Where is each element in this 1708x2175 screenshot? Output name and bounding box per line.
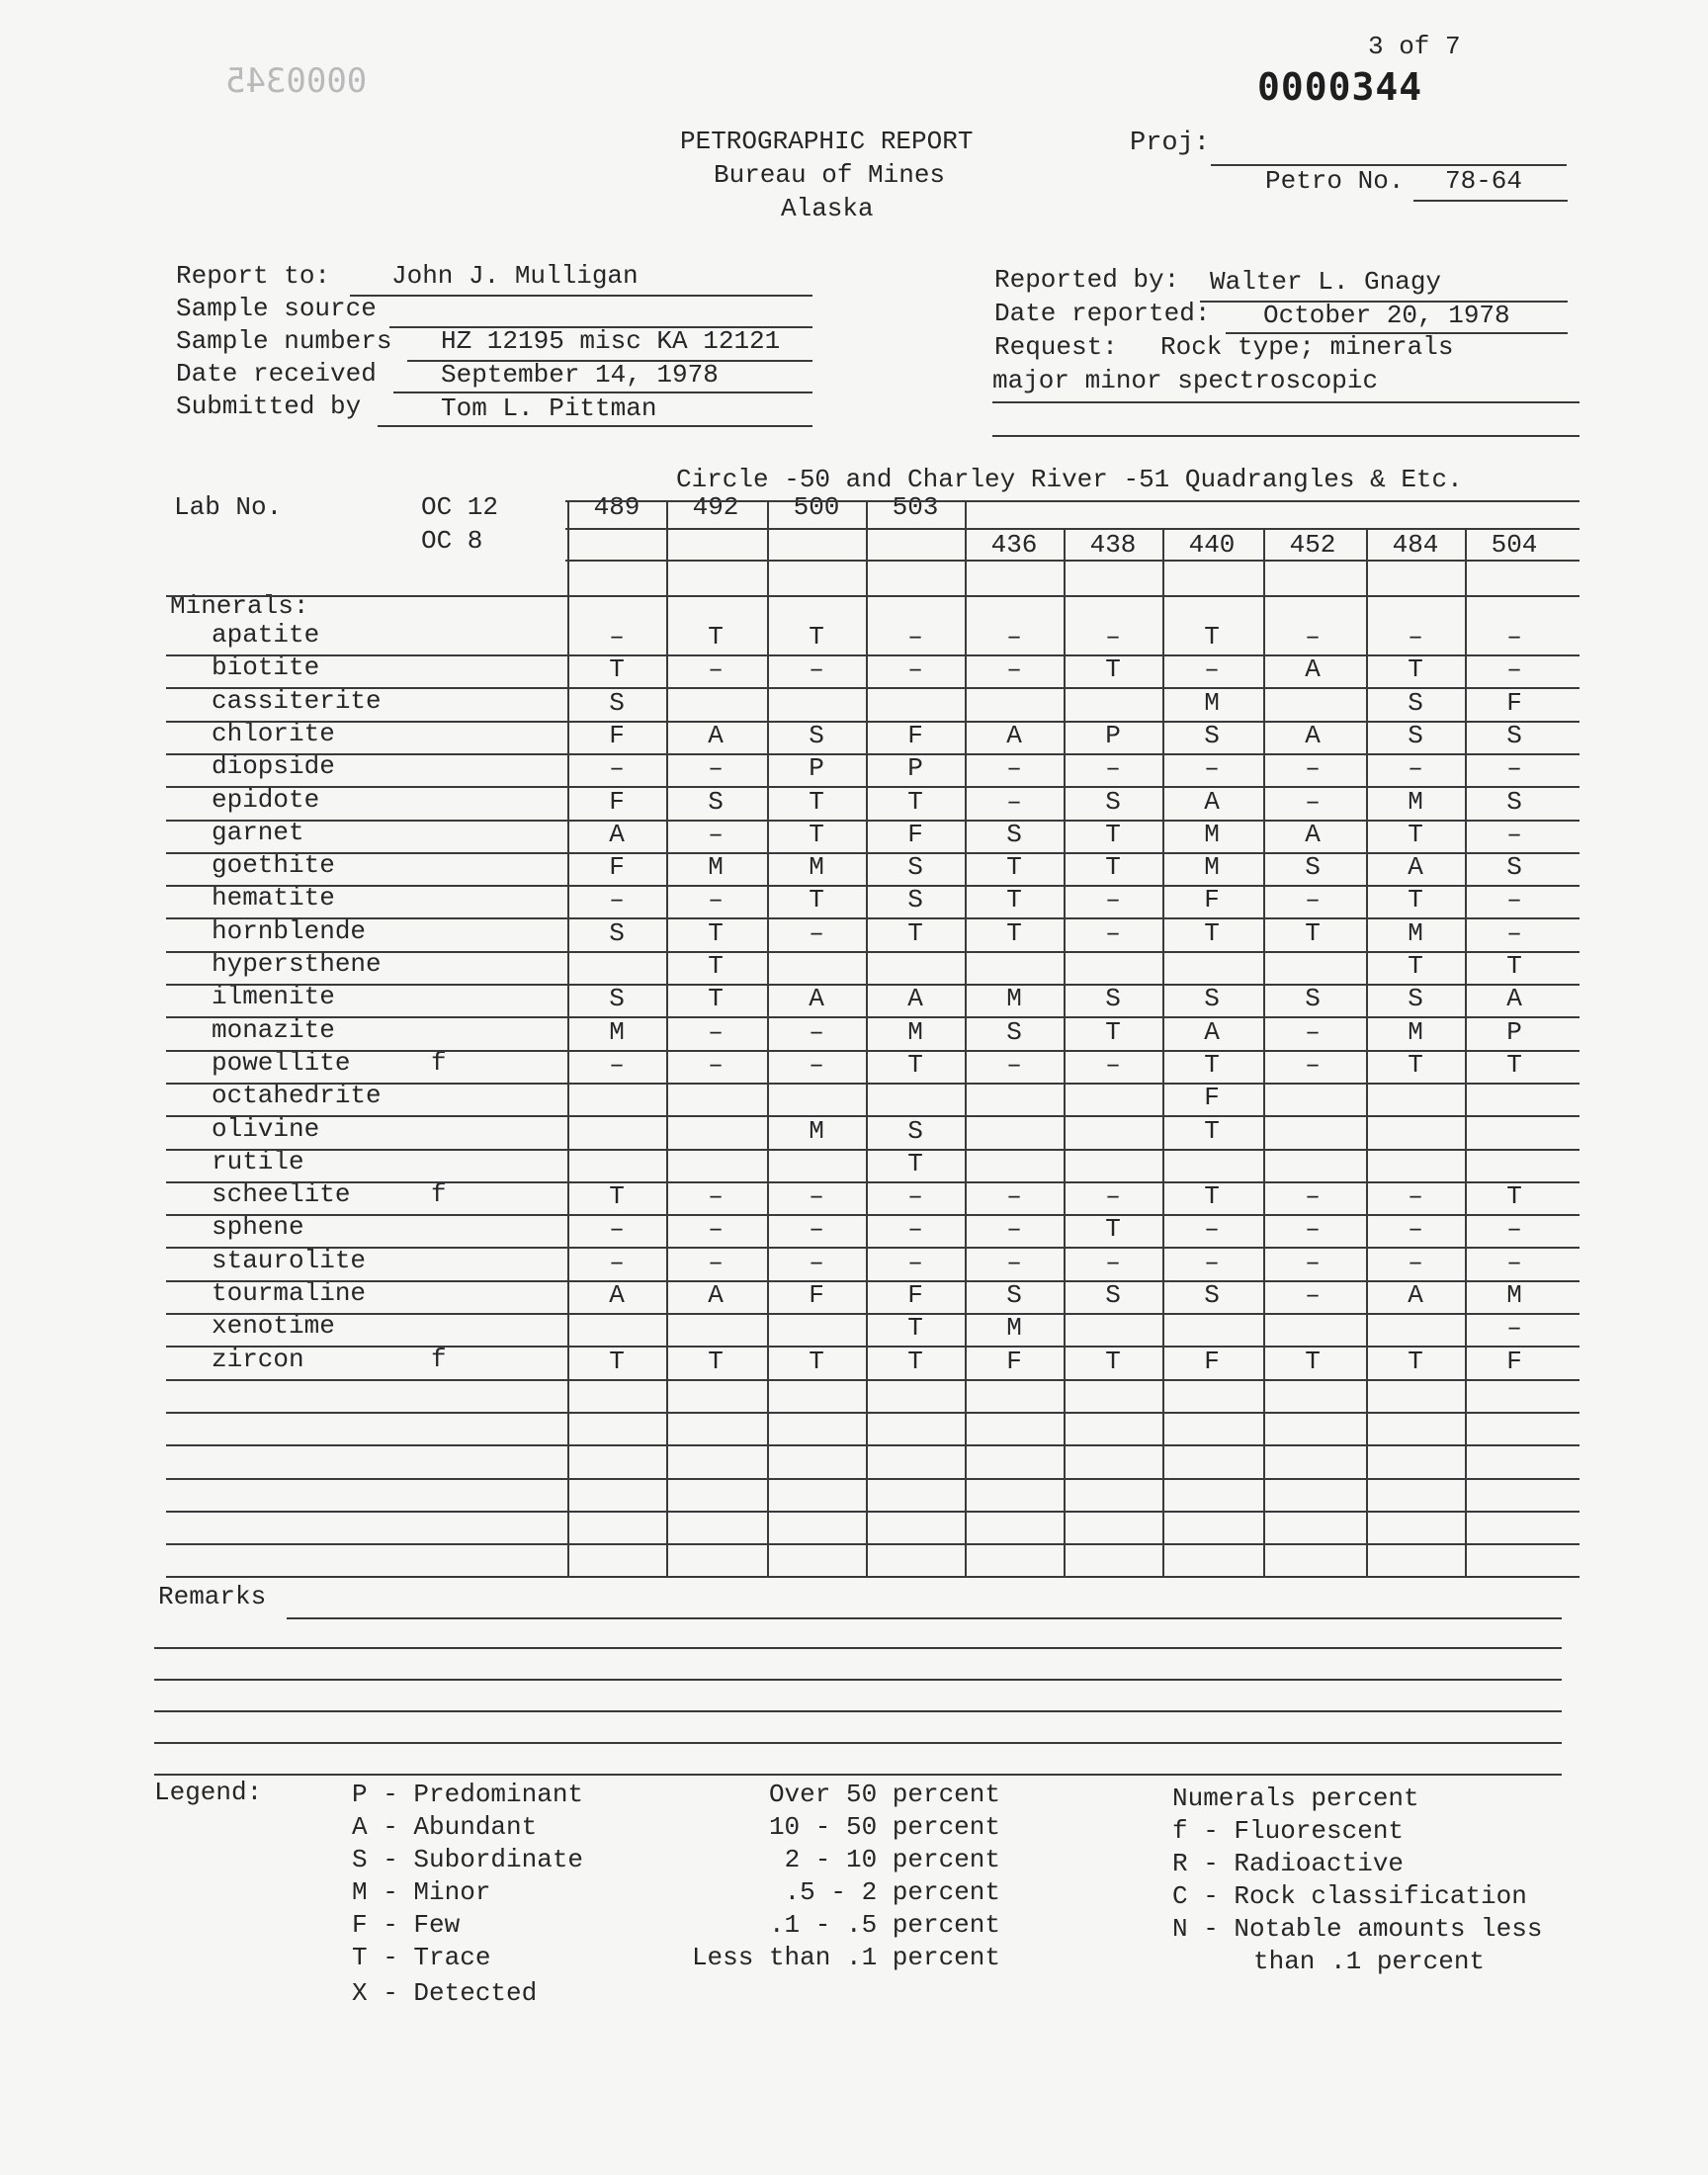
legend-label: Legend: [154, 1778, 263, 1807]
mineral-value: F [1204, 1346, 1220, 1376]
legend-note: C - Rock classification [1172, 1881, 1527, 1911]
mineral-value: T [1506, 951, 1522, 981]
mineral-value: – [609, 622, 625, 652]
lab-number-oc12: 503 [892, 492, 939, 522]
legend-code: T - Trace [352, 1943, 491, 1972]
mineral-value: S [708, 786, 724, 817]
mineral-value: M [809, 852, 824, 883]
mineral-value: S [907, 852, 923, 883]
mineral-value: T [609, 1181, 625, 1212]
mineral-value: – [1506, 753, 1522, 784]
remarks-line-2 [154, 1647, 1562, 1649]
mineral-value: – [809, 1214, 824, 1245]
table-header-line [565, 560, 1580, 562]
legend-range: Over 50 percent [768, 1780, 1000, 1809]
remarks-line-3 [154, 1679, 1562, 1681]
mineral-value: – [1408, 622, 1423, 652]
mineral-value: – [1408, 1181, 1423, 1212]
mineral-value: – [1006, 1181, 1022, 1212]
mineral-value: T [1204, 1049, 1220, 1080]
mineral-value: T [1408, 885, 1423, 915]
table-column-line [1162, 528, 1164, 1576]
mineral-value: T [907, 917, 923, 948]
reported-by-value: Walter L. Gnagy [1210, 267, 1442, 297]
mineral-value: A [1204, 786, 1220, 817]
series-oc12-label: OC 12 [421, 492, 499, 522]
state-name: Alaska [781, 194, 874, 223]
table-column-line [965, 500, 967, 1576]
mineral-value: – [1305, 1214, 1321, 1245]
mineral-value: S [1204, 720, 1220, 750]
mineral-value: S [809, 720, 824, 750]
mineral-value: S [1204, 1280, 1220, 1310]
mineral-name: garnet [212, 817, 304, 847]
mineral-value: – [1305, 1280, 1321, 1310]
mineral-value: T [1105, 852, 1121, 883]
sample-numbers-label: Sample numbers [176, 326, 392, 356]
fluorescent-flag: f [431, 1179, 447, 1210]
mineral-value: S [1408, 720, 1423, 750]
mineral-name: monazite [212, 1014, 335, 1045]
mineral-value: – [1006, 622, 1022, 652]
mineral-value: – [609, 753, 625, 784]
submitted-by-underline [378, 425, 812, 427]
mineral-name: epidote [212, 784, 320, 815]
date-received-value: September 14, 1978 [441, 360, 719, 390]
mineral-value: – [1006, 1049, 1022, 1080]
legend-code: A - Abundant [352, 1812, 538, 1842]
mineral-value: T [1204, 1181, 1220, 1212]
mineral-value: T [907, 786, 923, 817]
table-column-line [567, 500, 569, 1576]
mineral-value: A [1305, 720, 1321, 750]
mineral-value: – [1506, 917, 1522, 948]
mineral-value: M [609, 1016, 625, 1047]
legend-note: than .1 percent [1253, 1947, 1486, 1976]
request-underline-1 [992, 401, 1580, 403]
mineral-value: S [1305, 852, 1321, 883]
mineral-value: – [1506, 654, 1522, 685]
submitted-by-label: Submitted by [176, 392, 362, 421]
mineral-value: P [809, 753, 824, 784]
fluorescent-flag: f [431, 1047, 447, 1078]
date-reported-label: Date reported: [994, 299, 1211, 328]
mineral-value: – [907, 622, 923, 652]
legend-note: N - Notable amounts less [1172, 1914, 1543, 1944]
mineral-value: – [809, 1016, 824, 1047]
mineral-value: – [907, 1214, 923, 1245]
mineral-value: S [609, 687, 625, 718]
mineral-value: – [1105, 885, 1121, 915]
mineral-value: – [1006, 654, 1022, 685]
mineral-value: T [809, 819, 824, 849]
mineral-value: M [1204, 819, 1220, 849]
mineral-value: T [609, 654, 625, 685]
mineral-value: M [809, 1115, 824, 1146]
table-column-line [1366, 528, 1368, 1576]
mineral-value: P [1506, 1016, 1522, 1047]
remarks-line-1 [287, 1617, 1562, 1619]
mineral-name: hematite [212, 883, 335, 914]
mineral-value: – [1105, 1247, 1121, 1277]
sample-numbers-value: HZ 12195 misc KA 12121 [441, 326, 781, 356]
document-number: 0000344 [1257, 65, 1423, 109]
mineral-value: F [1204, 1083, 1220, 1113]
mineral-value: P [907, 753, 923, 784]
table-header-line [565, 500, 1580, 502]
mineral-value: A [1305, 654, 1321, 685]
mineral-name: ilmenite [212, 982, 335, 1012]
mineral-value: – [1305, 786, 1321, 817]
lab-number-oc8: 438 [1089, 530, 1137, 560]
remarks-line-5 [154, 1742, 1562, 1744]
mineral-value: T [1305, 917, 1321, 948]
lab-no-label: Lab No. [174, 492, 283, 522]
mineral-value: – [1204, 753, 1220, 784]
mineral-value: – [1006, 1247, 1022, 1277]
mineral-value: T [1305, 1346, 1321, 1376]
table-column-line [1263, 528, 1265, 1576]
mineral-value: M [907, 1016, 923, 1047]
legend-note: Numerals percent [1172, 1784, 1419, 1813]
mineral-value: M [1408, 786, 1423, 817]
mineral-value: S [907, 885, 923, 915]
mineral-value: A [708, 720, 724, 750]
mineral-value: – [809, 654, 824, 685]
mineral-value: T [907, 1313, 923, 1344]
mineral-value: A [1204, 1016, 1220, 1047]
mineral-value: F [1506, 687, 1522, 718]
mineral-name: rutile [212, 1146, 304, 1176]
mineral-value: A [1408, 1280, 1423, 1310]
mineral-value: – [1305, 1181, 1321, 1212]
mineral-value: F [1506, 1346, 1522, 1376]
page-marker: 3 of 7 [1368, 32, 1461, 61]
mineral-value: T [708, 951, 724, 981]
mineral-value: T [1204, 917, 1220, 948]
sample-source-label: Sample source [176, 294, 377, 323]
bleed-through-number: 0000345 [225, 61, 368, 101]
mineral-value: A [1305, 819, 1321, 849]
lab-number-oc8: 452 [1289, 530, 1336, 560]
mineral-value: – [708, 753, 724, 784]
mineral-value: T [1204, 1115, 1220, 1146]
legend-range: 10 - 50 percent [768, 1812, 1000, 1842]
mineral-value: F [609, 852, 625, 883]
mineral-value: – [1408, 1247, 1423, 1277]
mineral-value: – [708, 1049, 724, 1080]
mineral-value: T [809, 622, 824, 652]
mineral-value: T [1006, 917, 1022, 948]
region-title: Circle -50 and Charley River -51 Quadrangles & Etc. [676, 465, 1463, 494]
mineral-value: – [708, 819, 724, 849]
proj-label: Proj: [1130, 129, 1211, 158]
mineral-name: chlorite [212, 718, 335, 748]
mineral-value: T [1408, 819, 1423, 849]
mineral-value: S [1006, 1016, 1022, 1047]
mineral-value: – [1506, 1313, 1522, 1344]
mineral-name: xenotime [212, 1311, 335, 1342]
mineral-value: T [708, 622, 724, 652]
table-column-line [866, 500, 868, 1576]
mineral-value: – [1105, 753, 1121, 784]
mineral-value: S [907, 1115, 923, 1146]
mineral-value: F [1006, 1346, 1022, 1376]
mineral-value: – [1105, 1181, 1121, 1212]
lab-number-oc8: 440 [1188, 530, 1236, 560]
mineral-value: – [1506, 885, 1522, 915]
mineral-value: – [1305, 1016, 1321, 1047]
mineral-value: S [1006, 819, 1022, 849]
mineral-value: – [1506, 622, 1522, 652]
lab-number-oc12: 492 [692, 492, 739, 522]
mineral-value: T [907, 1148, 923, 1178]
fluorescent-flag: f [431, 1344, 447, 1374]
mineral-value: – [1305, 1247, 1321, 1277]
legend-range: Less than .1 percent [691, 1943, 1000, 1972]
series-oc8-label: OC 8 [421, 526, 483, 556]
legend-range: .1 - .5 percent [768, 1910, 1000, 1940]
mineral-name: cassiterite [212, 685, 382, 716]
legend-code: P - Predominant [352, 1780, 584, 1809]
mineral-value: F [907, 1280, 923, 1310]
mineral-value: S [1105, 1280, 1121, 1310]
mineral-name: hornblende [212, 915, 367, 946]
mineral-value: – [809, 1181, 824, 1212]
mineral-name: zircon [212, 1344, 304, 1374]
mineral-value: – [809, 1049, 824, 1080]
mineral-name: goethite [212, 850, 335, 881]
mineral-value: T [1006, 852, 1022, 883]
lab-number-oc8: 484 [1392, 530, 1439, 560]
mineral-value: – [1305, 622, 1321, 652]
mineral-value: T [609, 1346, 625, 1376]
legend-range: .5 - 2 percent [784, 1877, 1000, 1907]
mineral-value: F [1204, 885, 1220, 915]
mineral-value: – [708, 1016, 724, 1047]
mineral-value: – [708, 885, 724, 915]
mineral-value: T [1105, 654, 1121, 685]
legend-code: F - Few [352, 1910, 461, 1940]
mineral-value: – [1006, 753, 1022, 784]
mineral-value: T [1006, 885, 1022, 915]
mineral-value: S [1506, 852, 1522, 883]
lab-number-oc8: 436 [990, 530, 1038, 560]
table-column-line [767, 500, 769, 1576]
mineral-value: T [907, 1049, 923, 1080]
legend-code: X - Detected [352, 1978, 538, 2008]
lab-number-oc12: 500 [793, 492, 840, 522]
mineral-name: sphene [212, 1212, 304, 1243]
legend-note: R - Radioactive [1172, 1849, 1405, 1878]
mineral-value: T [1105, 1346, 1121, 1376]
mineral-value: S [609, 984, 625, 1014]
mineral-value: S [1408, 984, 1423, 1014]
mineral-value: A [907, 984, 923, 1014]
petro-no-value: 78-64 [1445, 166, 1523, 196]
mineral-name: tourmaline [212, 1278, 367, 1308]
mineral-value: T [708, 1346, 724, 1376]
mineral-value: F [609, 720, 625, 750]
mineral-name: olivine [212, 1113, 320, 1144]
table-row-line [166, 1576, 1580, 1578]
mineral-value: – [1506, 819, 1522, 849]
table-column-line [1465, 528, 1467, 1576]
mineral-value: S [1506, 786, 1522, 817]
mineral-value: T [1408, 951, 1423, 981]
minerals-label: Minerals: [170, 591, 309, 621]
mineral-value: T [708, 917, 724, 948]
mineral-value: – [907, 654, 923, 685]
mineral-value: A [809, 984, 824, 1014]
mineral-value: T [809, 1346, 824, 1376]
legend-range: 2 - 10 percent [784, 1845, 1000, 1874]
request-line-1: Rock type; minerals [1160, 332, 1454, 362]
mineral-value: T [1204, 622, 1220, 652]
mineral-value: – [1204, 654, 1220, 685]
mineral-value: T [1408, 1346, 1423, 1376]
mineral-value: – [809, 917, 824, 948]
mineral-name: biotite [212, 652, 320, 683]
mineral-value: A [708, 1280, 724, 1310]
mineral-value: – [1305, 753, 1321, 784]
mineral-value: T [809, 885, 824, 915]
mineral-value: T [1408, 654, 1423, 685]
request-underline-2 [992, 435, 1580, 437]
mineral-value: S [1006, 1280, 1022, 1310]
lab-number-oc8: 504 [1491, 530, 1538, 560]
table-column-line [666, 500, 668, 1576]
mineral-value: – [1408, 753, 1423, 784]
table-header-line [565, 528, 1580, 530]
mineral-value: – [809, 1247, 824, 1277]
mineral-value: – [1506, 1247, 1522, 1277]
mineral-value: M [708, 852, 724, 883]
report-to-underline [350, 295, 812, 297]
reported-by-label: Reported by: [994, 265, 1180, 295]
mineral-value: T [1105, 1214, 1121, 1245]
mineral-value: M [1408, 917, 1423, 948]
mineral-value: T [1105, 1016, 1121, 1047]
mineral-name: octahedrite [212, 1081, 382, 1111]
mineral-value: T [809, 786, 824, 817]
mineral-value: – [1408, 1214, 1423, 1245]
table-column-line [1064, 528, 1066, 1576]
mineral-name: powellite [212, 1047, 351, 1078]
mineral-name: hypersthene [212, 949, 382, 979]
mineral-value: T [708, 984, 724, 1014]
remarks-label: Remarks [158, 1582, 267, 1611]
mineral-value: T [1506, 1049, 1522, 1080]
mineral-value: – [708, 654, 724, 685]
mineral-value: F [609, 786, 625, 817]
mineral-value: – [1105, 917, 1121, 948]
mineral-value: P [1105, 720, 1121, 750]
mineral-value: F [907, 720, 923, 750]
mineral-value: F [809, 1280, 824, 1310]
mineral-value: – [609, 1214, 625, 1245]
mineral-value: M [1506, 1280, 1522, 1310]
mineral-value: T [1105, 819, 1121, 849]
mineral-value: M [1204, 687, 1220, 718]
mineral-value: – [1105, 1049, 1121, 1080]
mineral-value: S [1204, 984, 1220, 1014]
mineral-value: S [1408, 687, 1423, 718]
mineral-value: M [1006, 1313, 1022, 1344]
mineral-value: S [1105, 786, 1121, 817]
mineral-value: – [1006, 786, 1022, 817]
mineral-value: S [1105, 984, 1121, 1014]
mineral-value: A [609, 819, 625, 849]
mineral-name: apatite [212, 620, 320, 650]
mineral-value: – [1204, 1247, 1220, 1277]
submitted-by-value: Tom L. Pittman [441, 393, 657, 423]
legend-code: S - Subordinate [352, 1845, 584, 1874]
date-received-label: Date received [176, 359, 377, 389]
report-to-label: Report to: [176, 261, 331, 291]
mineral-value: A [1408, 852, 1423, 883]
remarks-line-6 [154, 1774, 1562, 1776]
mineral-value: – [907, 1181, 923, 1212]
remarks-line-4 [154, 1710, 1562, 1712]
mineral-value: A [1506, 984, 1522, 1014]
mineral-value: F [907, 819, 923, 849]
mineral-value: – [609, 1247, 625, 1277]
mineral-value: S [1506, 720, 1522, 750]
mineral-value: T [1506, 1181, 1522, 1212]
mineral-value: S [609, 917, 625, 948]
agency-name: Bureau of Mines [714, 160, 946, 190]
mineral-value: – [609, 885, 625, 915]
date-reported-value: October 20, 1978 [1263, 301, 1510, 330]
mineral-value: – [1006, 1214, 1022, 1245]
mineral-value: S [1305, 984, 1321, 1014]
report-to-value: John J. Mulligan [391, 261, 639, 291]
mineral-value: A [1006, 720, 1022, 750]
mineral-value: T [907, 1346, 923, 1376]
report-title: PETROGRAPHIC REPORT [680, 127, 974, 156]
mineral-name: scheelite [212, 1179, 351, 1210]
mineral-name: staurolite [212, 1245, 367, 1275]
mineral-value: – [708, 1214, 724, 1245]
mineral-value: – [1105, 622, 1121, 652]
lab-number-oc12: 489 [593, 492, 640, 522]
mineral-value: M [1006, 984, 1022, 1014]
mineral-value: – [1305, 1049, 1321, 1080]
mineral-value: – [708, 1181, 724, 1212]
mineral-value: M [1408, 1016, 1423, 1047]
mineral-value: T [1408, 1049, 1423, 1080]
mineral-value: – [1204, 1214, 1220, 1245]
petro-no-underline [1413, 200, 1568, 202]
mineral-value: – [1305, 885, 1321, 915]
legend-note: f - Fluorescent [1172, 1816, 1405, 1846]
mineral-value: – [708, 1247, 724, 1277]
legend-code: M - Minor [352, 1877, 491, 1907]
mineral-value: – [907, 1247, 923, 1277]
mineral-value: A [609, 1280, 625, 1310]
mineral-name: diopside [212, 751, 335, 782]
mineral-value: – [609, 1049, 625, 1080]
request-label: Request: [994, 332, 1118, 362]
mineral-value: M [1204, 852, 1220, 883]
request-line-2: major minor spectroscopic [992, 366, 1379, 395]
mineral-value: – [1506, 1214, 1522, 1245]
petro-no-label: Petro No. [1265, 166, 1405, 196]
